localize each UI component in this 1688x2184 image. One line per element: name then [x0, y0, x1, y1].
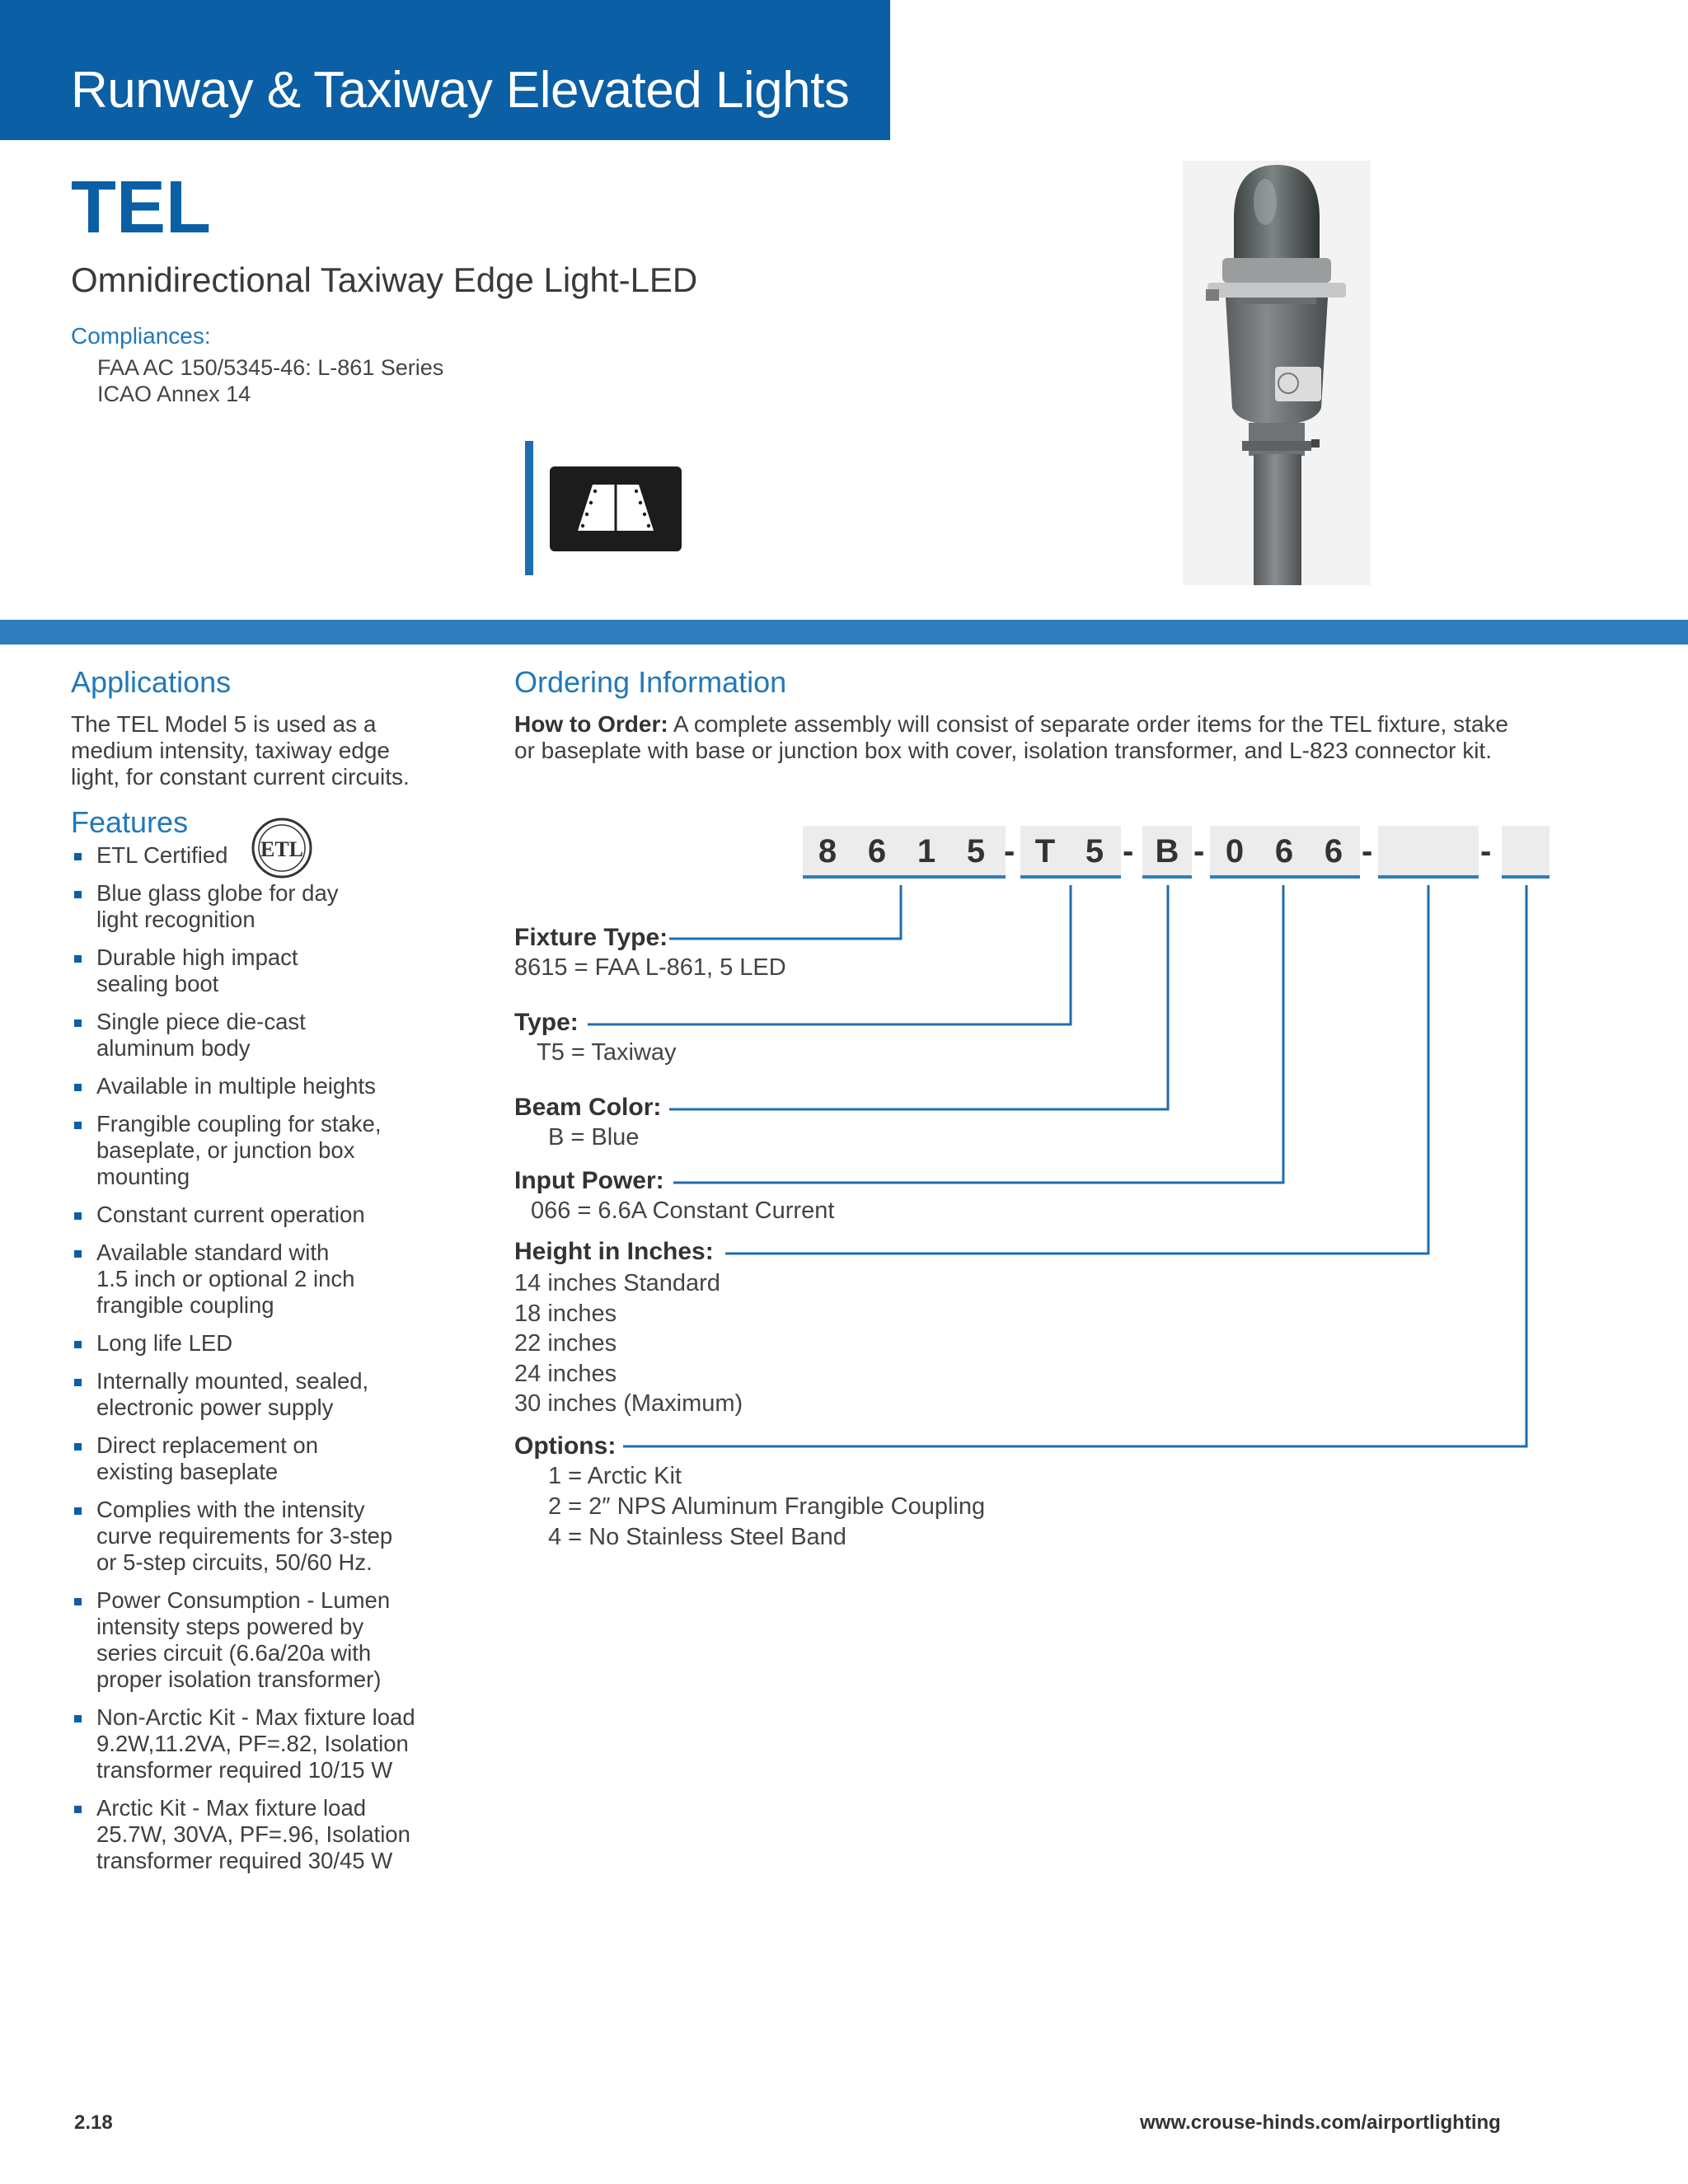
connector-beam-color	[669, 885, 1168, 1109]
page-number: 2.18	[74, 2111, 113, 2134]
features-heading: Features	[71, 805, 189, 839]
how-to-order-line: A complete assembly will consist of separate order items for the TEL fixture, stake	[668, 711, 1509, 737]
feature-item: Available in multiple heights	[71, 1073, 458, 1099]
code-dash: -	[1362, 833, 1373, 869]
applications-line: The TEL Model 5 is used as a	[71, 711, 377, 737]
compliance-item: ICAO Annex 14	[97, 382, 251, 406]
feature-item: Internally mounted, sealed, electronic power supply	[71, 1368, 458, 1421]
applications-line: medium intensity, taxiway edge	[71, 738, 390, 763]
feature-item: Complies with the intensity curve requirements for 3-step or 5-step circuits, 50/60 Hz.	[71, 1497, 458, 1576]
svg-text:ETL: ETL	[260, 837, 304, 861]
field-value: 066 = 6.6A Constant Current	[531, 1197, 835, 1224]
feature-item: Long life LED	[71, 1330, 458, 1357]
field-value: 22 inches	[514, 1330, 617, 1357]
connector-fixture-type	[669, 885, 901, 939]
applications-heading: Applications	[71, 665, 232, 699]
feature-item: Durable high impact sealing boot	[71, 944, 458, 997]
field-label-fixture-type: Fixture Type:	[514, 924, 668, 951]
field-value: 18 inches	[514, 1301, 617, 1327]
field-value: 14 inches Standard	[514, 1270, 720, 1296]
field-value: 24 inches	[514, 1361, 617, 1387]
feature-item: Non-Arctic Kit - Max fixture load 9.2W,11.2VA, PF=.82, Isolation transformer required 10/15 W	[71, 1704, 458, 1783]
feature-item: Direct replacement on existing baseplate	[71, 1432, 458, 1485]
field-label-input-power: Input Power:	[514, 1167, 664, 1194]
feature-item: Arctic Kit - Max fixture load 25.7W, 30VA, PF=.96, Isolation transformer required 30/45 W	[71, 1795, 458, 1874]
feature-item: ETL Certified	[71, 842, 458, 869]
ordering-heading: Ordering Information	[514, 665, 787, 699]
code-dash: -	[1004, 833, 1015, 869]
feature-item: Blue glass globe for day light recognition	[71, 880, 458, 933]
product-subtitle: Omnidirectional Taxiway Edge Light-LED	[71, 260, 698, 299]
code-dash: -	[1480, 833, 1492, 869]
field-value: 1 = Arctic Kit	[548, 1463, 682, 1489]
how-to-order-line: or baseplate with base or junction box with cover, isolation transformer, and L-823 connector kit.	[514, 738, 1492, 763]
field-value: 4 = No Stainless Steel Band	[548, 1524, 846, 1550]
connector-input-power	[673, 885, 1283, 1183]
feature-item: Frangible coupling for stake, baseplate, or junction box mounting	[71, 1111, 458, 1190]
code-dash: -	[1193, 833, 1205, 869]
code-box-fixture-type: 8 6 1 5	[803, 826, 1006, 879]
code-dash: -	[1123, 833, 1134, 869]
feature-item: Constant current operation	[71, 1202, 458, 1228]
field-value: 2 = 2″ NPS Aluminum Frangible Coupling	[548, 1493, 986, 1520]
compliance-item: FAA AC 150/5345-46: L-861 Series	[97, 355, 444, 380]
field-value: 8615 = FAA L-861, 5 LED	[514, 954, 786, 981]
applications-line: light, for constant current circuits.	[71, 764, 410, 790]
field-value: T5 = Taxiway	[537, 1039, 677, 1066]
field-label-beam-color: Beam Color:	[514, 1094, 662, 1121]
feature-item: Power Consumption - Lumen intensity steps powered by series circuit (6.6a/20a with proper isolation transformer)	[71, 1587, 458, 1693]
feature-item: Available standard with 1.5 inch or optional 2 inch frangible coupling	[71, 1240, 458, 1319]
page-title: Runway & Taxiway Elevated Lights	[71, 62, 850, 119]
how-to-order-label: How to Order:	[514, 711, 668, 737]
code-box-beam-color: B	[1142, 826, 1192, 879]
product-code: TEL	[71, 166, 211, 249]
code-box-input-power: 0 6 6	[1210, 826, 1360, 879]
feature-item: Single piece die-cast aluminum body	[71, 1009, 458, 1062]
compliances-label: Compliances:	[71, 323, 211, 349]
website-link[interactable]: www.crouse-hinds.com/airportlighting	[1140, 2111, 1501, 2134]
field-label-options: Options:	[514, 1432, 617, 1460]
field-value: B = Blue	[548, 1124, 640, 1151]
code-box-type: T 5	[1020, 826, 1121, 879]
field-value: 30 inches (Maximum)	[514, 1390, 743, 1417]
field-label-height: Height in Inches:	[514, 1238, 714, 1265]
field-label-type: Type:	[514, 1009, 579, 1036]
